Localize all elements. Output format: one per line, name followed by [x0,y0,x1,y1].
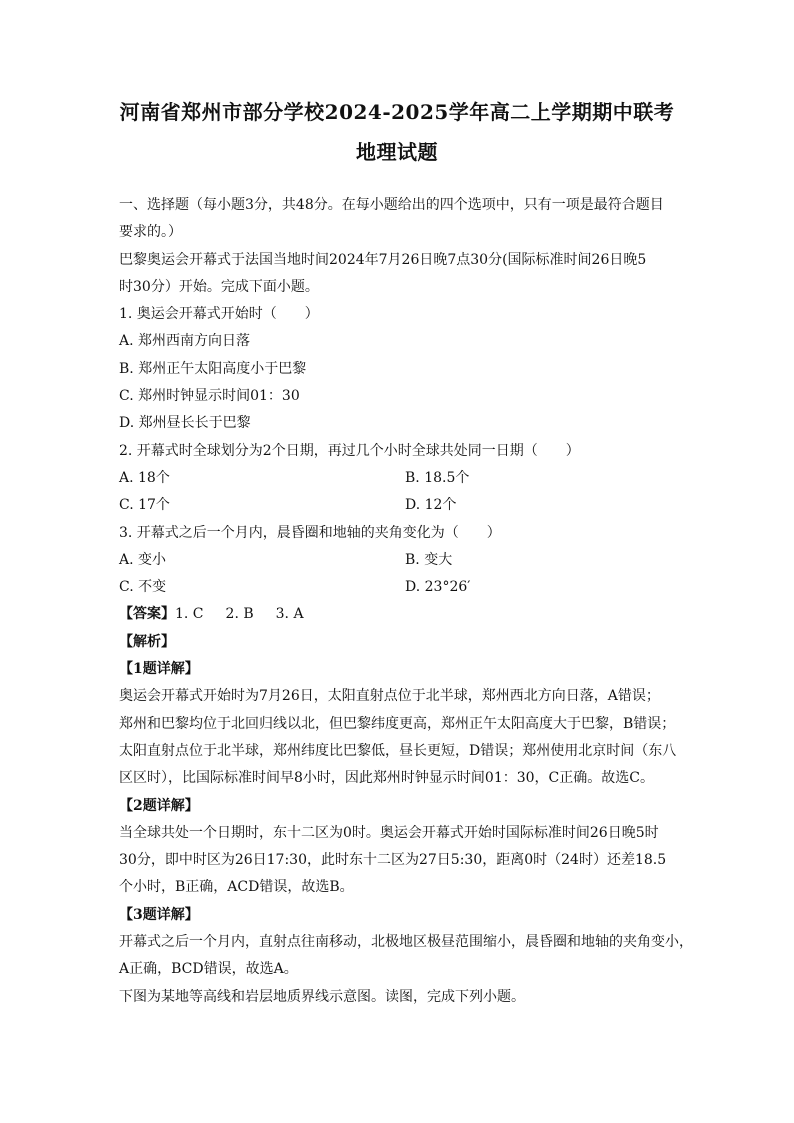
question-3-options-row-2 [119,574,681,601]
answer-line [119,601,681,628]
question-1-option-a: A. 郑州西南方向日落 [119,333,251,350]
question-2-option-a: A. 18个 [119,469,170,486]
answer-item: 1. C [175,606,204,623]
detail-3-line: A正确，BCD错误，故选A。 [119,961,298,978]
question-3-option-a: A. 变小 [119,551,167,568]
detail-1-line: 郑州和巴黎均位于北回归线以北，但巴黎纬度更高，郑州正午太阳高度大于巴黎，B错误； [119,715,676,732]
question-3-option-c: C. 不变 [119,579,167,596]
question-3-option-b: B. 变大 [405,551,453,568]
detail-3-label: 【3题详解】 [119,906,199,923]
detail-1-line: 奥运会开幕式开始时为7月26日，太阳直射点位于北半球，郑州西北方向日落，A错误； [119,688,660,705]
detail-2-line: 当全球共处一个日期时，东十二区为0时。奥运会开幕式开始时国际标准时间26日晚5时 [119,824,659,841]
detail-3-line: 开幕式之后一个月内，直射点往南移动，北极地区极昼范围缩小，晨昏圈和地轴的夹角变小， [119,934,693,951]
answer-item: 2. B [225,606,254,623]
question-3-option-d: D. 23°26′ [405,579,471,596]
next-section-intro: 下图为某地等高线和岩层地质界线示意图。读图，完成下列小题。 [119,988,525,1005]
question-2-option-c: C. 17个 [119,497,170,514]
question-2-options-row-1 [119,465,681,492]
document-subtitle: 地理试题 [356,140,438,164]
question-1-stem: 1. 奥运会开幕式开始时（ ） [119,306,319,323]
question-2-stem: 2. 开幕式时全球划分为2个日期，再过几个小时全球共处同一日期（ ） [119,442,580,459]
detail-1-label: 【1题详解】 [119,661,199,678]
analysis-label: 【解析】 [119,633,175,650]
question-2-option-d: D. 12个 [405,497,457,514]
answer-item: 3. A [275,606,304,623]
detail-1-line: 区区时），比国际标准时间早8小时，因此郑州时钟显示时间01：30，C正确。故选C。 [119,770,654,787]
section-heading-cont: 要求的。） [119,224,182,241]
question-1-option-c: C. 郑州时钟显示时间01：30 [119,388,300,405]
detail-1-line: 太阳直射点位于北半球，郑州纬度比巴黎低，昼长更短，D错误；郑州使用北京时间（东八 [119,742,677,759]
detail-2-line: 30分，即中时区为26日17:30，此时东十二区为27日5:30，距离0时（24时）还差18.5 [119,852,667,869]
document-body [119,192,693,1011]
detail-2-line: 个小时，B正确，ACD错误，故选B。 [119,879,354,896]
intro-text-cont: 时30分）开始。完成下面小题。 [119,278,319,295]
question-2-option-b: B. 18.5个 [405,469,470,486]
intro-text: 巴黎奥运会开幕式于法国当地时间2024年7月26日晚7点30分(国际标准时间26日晚5 [119,251,647,268]
question-1-option-d: D. 郑州昼长长于巴黎 [119,415,251,432]
detail-2-label: 【2题详解】 [119,797,199,814]
section-heading: 一、选择题（每小题3分，共48分。在每小题给出的四个选项中，只有一项是最符合题目 [119,197,664,213]
question-3-options-row-1 [119,547,681,574]
document-title: 河南省郑州市部分学校2024-2025学年高二上学期期中联考 [119,100,675,124]
question-3-stem: 3. 开幕式之后一个月内，晨昏圈和地轴的夹角变化为（ ） [119,524,501,541]
question-2-options-row-2 [119,492,681,519]
question-1-option-b: B. 郑州正午太阳高度小于巴黎 [119,360,307,377]
answer-label: 【答案】 [119,606,175,623]
